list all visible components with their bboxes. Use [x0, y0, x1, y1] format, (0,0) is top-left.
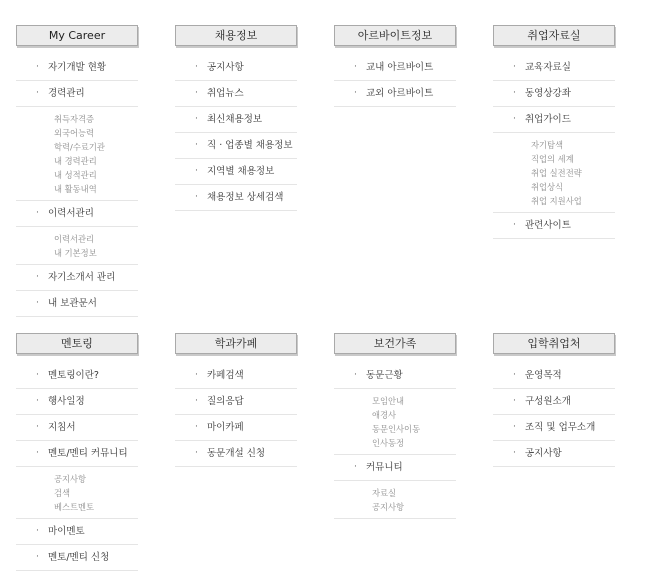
- menu-item[interactable]: [16, 265, 138, 291]
- bullet-icon: ·: [513, 370, 516, 380]
- submenu-item[interactable]: 자료실: [372, 488, 397, 498]
- menu-item[interactable]: [16, 415, 138, 441]
- menu-item[interactable]: [175, 133, 297, 159]
- bullet-icon: ·: [36, 422, 39, 432]
- bullet-icon: ·: [195, 62, 198, 72]
- menu-item-label: 교육자료실: [525, 62, 571, 73]
- menu-item[interactable]: [334, 455, 456, 481]
- menu-item[interactable]: [493, 81, 615, 107]
- menu-item[interactable]: [175, 107, 297, 133]
- bullet-icon: ·: [36, 552, 39, 562]
- bullet-icon: ·: [195, 396, 198, 406]
- bullet-icon: ·: [513, 396, 516, 406]
- menu-item[interactable]: [493, 415, 615, 441]
- submenu-item[interactable]: 공지사항: [54, 474, 87, 484]
- menu-item-label: 운영목적: [525, 370, 562, 381]
- submenu-list: [493, 133, 615, 213]
- submenu-list: [16, 227, 138, 265]
- menu-item-label: 관련사이트: [525, 220, 571, 231]
- menu-items: [175, 55, 297, 211]
- submenu-item[interactable]: 애경사: [372, 410, 397, 420]
- menu-item[interactable]: [334, 363, 456, 389]
- menu-item-label: 취업뉴스: [207, 88, 244, 99]
- menu-item-label: 구성원소개: [525, 396, 571, 407]
- bullet-icon: ·: [36, 272, 39, 282]
- submenu-item[interactable]: 내 성적관리: [54, 170, 97, 180]
- submenu-item[interactable]: 취업상식: [531, 182, 564, 192]
- menu-column-health-family: [334, 333, 456, 519]
- bullet-icon: ·: [195, 114, 198, 124]
- bullet-icon: ·: [36, 526, 39, 536]
- submenu-item[interactable]: 취업 실전전략: [531, 168, 582, 178]
- menu-header-health-family[interactable]: 보건가족: [334, 333, 456, 354]
- menu-item-label: 멘토링이란?: [48, 370, 99, 381]
- menu-column-parttime-info: [334, 25, 456, 107]
- submenu-item[interactable]: 취업 지원사업: [531, 196, 582, 206]
- submenu-item[interactable]: 취득자격증: [54, 114, 95, 124]
- menu-item[interactable]: [334, 81, 456, 107]
- submenu-item[interactable]: 자기탐색: [531, 140, 564, 150]
- menu-item-label: 질의응답: [207, 396, 244, 407]
- menu-items: [493, 363, 615, 467]
- menu-item-label: 지역별 채용정보: [207, 166, 275, 177]
- bullet-icon: ·: [354, 62, 357, 72]
- submenu-item[interactable]: 내 경력관리: [54, 156, 97, 166]
- menu-items: [16, 55, 138, 317]
- menu-item[interactable]: [175, 185, 297, 211]
- menu-item-label: 행사일정: [48, 396, 85, 407]
- bullet-icon: ·: [195, 448, 198, 458]
- menu-item-label: 이력서관리: [48, 208, 94, 219]
- menu-item-label: 마이카페: [207, 422, 244, 433]
- submenu-item[interactable]: 학력/수료기관: [54, 142, 105, 152]
- bullet-icon: ·: [513, 422, 516, 432]
- menu-items: [334, 363, 456, 519]
- menu-item[interactable]: [493, 363, 615, 389]
- menu-item-label: 자기개발 현황: [48, 62, 107, 73]
- menu-item[interactable]: [16, 81, 138, 107]
- menu-item-label: 채용정보 상세검색: [207, 192, 284, 203]
- menu-column-mentoring: [16, 333, 138, 571]
- menu-item-label: 최신채용정보: [207, 114, 263, 125]
- submenu-item[interactable]: 베스트멘토: [54, 502, 95, 512]
- submenu-item[interactable]: 내 활동내역: [54, 184, 97, 194]
- menu-item[interactable]: [16, 363, 138, 389]
- menu-item[interactable]: [493, 389, 615, 415]
- menu-item[interactable]: [175, 159, 297, 185]
- menu-items: [334, 55, 456, 107]
- menu-item-label: 공지사항: [525, 448, 562, 459]
- menu-item[interactable]: [16, 55, 138, 81]
- menu-item-label: 멘토/멘티 커뮤니티: [48, 448, 128, 459]
- menu-item[interactable]: [175, 363, 297, 389]
- bullet-icon: ·: [36, 208, 39, 218]
- menu-item[interactable]: [175, 81, 297, 107]
- menu-items: [175, 363, 297, 467]
- bullet-icon: ·: [513, 220, 516, 230]
- menu-column-admission-job: [493, 333, 615, 467]
- menu-item-label: 취업가이드: [525, 114, 571, 125]
- bullet-icon: ·: [195, 140, 198, 150]
- menu-header-my-career[interactable]: My Career: [16, 25, 138, 46]
- menu-item-label: 교내 아르바이트: [366, 62, 434, 73]
- menu-item-label: 커뮤니티: [366, 462, 403, 473]
- submenu-item[interactable]: 인사동정: [372, 438, 405, 448]
- menu-item[interactable]: [16, 545, 138, 571]
- submenu-list: [16, 107, 138, 201]
- bullet-icon: ·: [513, 88, 516, 98]
- menu-item-label: 멘토/멘티 신청: [48, 552, 110, 563]
- menu-item-label: 마이멘토: [48, 526, 85, 537]
- menu-item-label: 교외 아르바이트: [366, 88, 434, 99]
- submenu-list: [334, 389, 456, 455]
- menu-header-job-library[interactable]: 취업자료실: [493, 25, 615, 46]
- bullet-icon: ·: [195, 422, 198, 432]
- bullet-icon: ·: [195, 192, 198, 202]
- menu-items: [16, 363, 138, 571]
- menu-column-my-career: [16, 25, 138, 317]
- menu-item-label: 조직 및 업무소개: [525, 422, 596, 433]
- submenu-item[interactable]: 외국어능력: [54, 128, 95, 138]
- menu-item[interactable]: [175, 389, 297, 415]
- submenu-item[interactable]: 동문인사이동: [372, 424, 421, 434]
- menu-item[interactable]: [493, 55, 615, 81]
- menu-item[interactable]: [493, 107, 615, 133]
- menu-item-label: 직 · 업종별 채용정보: [207, 140, 293, 151]
- menu-item[interactable]: [175, 441, 297, 467]
- menu-column-job-library: [493, 25, 615, 239]
- menu-item-label: 동영상강좌: [525, 88, 571, 99]
- menu-header-admission-job[interactable]: 입학취업처: [493, 333, 615, 354]
- menu-header-mentoring[interactable]: 멘토링: [16, 333, 138, 354]
- bullet-icon: ·: [354, 88, 357, 98]
- menu-item-label: 동문근황: [366, 370, 403, 381]
- menu-items: [493, 55, 615, 239]
- menu-column-dept-cafe: [175, 333, 297, 467]
- bullet-icon: ·: [36, 396, 39, 406]
- menu-header-parttime-info[interactable]: 아르바이트정보: [334, 25, 456, 46]
- menu-item-label: 내 보관문서: [48, 298, 97, 309]
- bullet-icon: ·: [36, 298, 39, 308]
- bullet-icon: ·: [513, 62, 516, 72]
- menu-item[interactable]: [16, 441, 138, 467]
- submenu-item[interactable]: 이력서관리: [54, 234, 95, 244]
- menu-item[interactable]: [16, 519, 138, 545]
- menu-item-label: 카페검색: [207, 370, 244, 381]
- submenu-item[interactable]: 내 기본정보: [54, 248, 97, 258]
- menu-column-recruit-info: [175, 25, 297, 211]
- menu-item[interactable]: [493, 213, 615, 239]
- menu-item[interactable]: [175, 415, 297, 441]
- bullet-icon: ·: [36, 448, 39, 458]
- bullet-icon: ·: [195, 370, 198, 380]
- bullet-icon: ·: [354, 462, 357, 472]
- menu-item[interactable]: [493, 441, 615, 467]
- menu-item-label: 자기소개서 관리: [48, 272, 116, 283]
- submenu-item[interactable]: 직업의 세계: [531, 154, 574, 164]
- menu-header-dept-cafe[interactable]: 학과카페: [175, 333, 297, 354]
- submenu-item[interactable]: 공지사항: [372, 502, 405, 512]
- bullet-icon: ·: [36, 62, 39, 72]
- submenu-list: [334, 481, 456, 519]
- menu-item-label: 공지사항: [207, 62, 244, 73]
- bullet-icon: ·: [195, 166, 198, 176]
- submenu-item[interactable]: 검색: [54, 488, 71, 498]
- bullet-icon: ·: [36, 370, 39, 380]
- bullet-icon: ·: [36, 88, 39, 98]
- menu-header-recruit-info[interactable]: 채용정보: [175, 25, 297, 46]
- menu-item[interactable]: [175, 55, 297, 81]
- bullet-icon: ·: [513, 114, 516, 124]
- menu-item-label: 동문개설 신청: [207, 448, 266, 459]
- submenu-list: [16, 467, 138, 519]
- bullet-icon: ·: [513, 448, 516, 458]
- menu-item[interactable]: [16, 291, 138, 317]
- bullet-icon: ·: [195, 88, 198, 98]
- submenu-item[interactable]: 모임안내: [372, 396, 405, 406]
- menu-item[interactable]: [334, 55, 456, 81]
- menu-item-label: 경력관리: [48, 88, 85, 99]
- menu-item-label: 지침서: [48, 422, 76, 433]
- menu-item[interactable]: [16, 201, 138, 227]
- menu-item[interactable]: [16, 389, 138, 415]
- bullet-icon: ·: [354, 370, 357, 380]
